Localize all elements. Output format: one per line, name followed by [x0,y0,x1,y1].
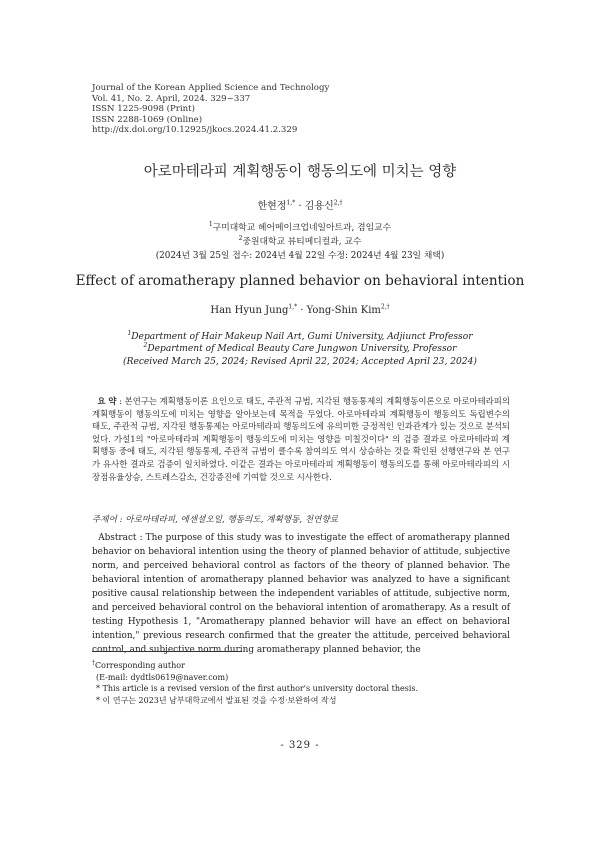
keywords: 주제어 : 아로마테라피, 에센셜오일, 행동의도, 계획행동, 천연향료 [92,515,339,525]
aff1-ko-text: 구미대학교 헤어메이크업네일아트과, 겸임교수 [212,223,392,233]
page-number: - 329 - [280,740,320,751]
author-1-ko: 한현정 [257,201,287,212]
english-affiliations [0,331,600,368]
aff2-ko-text: 중원대학교 뷰티메디컬과, 교수 [242,236,362,247]
aff2-en-sup: 2 [143,342,148,350]
korean-abstract [92,395,510,483]
corr-label: Corresponding author [95,661,185,670]
english-title: Effect of aromatherapy planned behavior on behavioral intention [75,273,525,289]
issn-print: ISSN 1225-9098 (Print) [92,104,195,115]
issn-online: ISSN 2288-1069 (Online) [92,114,203,125]
footnotes [92,660,510,706]
affiliation-1-ko [0,222,600,236]
affiliation-1-en [0,331,600,343]
corresponding-email: (E-mail: dydtls0619@naver.com) [96,672,229,682]
doi-link[interactable]: http://dx.doi.org/10.12925/jkocs.2024.41.2.329 [92,125,298,136]
footnote-thesis-ko: * 이 연구는 2023년 남부대학교에서 발표된 것을 수정·보완하여 작성 [96,695,337,705]
korean-affiliations [0,222,600,263]
korean-abstract-label: 요 약 [97,396,117,406]
corresponding-author [92,660,510,672]
author-2-en-sup: 2,† [380,303,390,311]
dates-ko: (2024년 3월 25일 접수: 2024년 4월 22일 수정: 2024년 4월 23일 채택) [155,250,445,261]
author-1-en: Han Hyun Jung [210,305,289,316]
journal-name: Journal of the Korean Applied Science and Technology [92,83,330,93]
english-abstract-label: Abstract [98,533,137,543]
author-1-ko-sup: 1,* [286,199,296,207]
korean-authors [0,197,600,212]
korean-title: 아로마테라피 계획행동이 행동의도에 미치는 영향 [143,164,457,180]
footnote-thesis-en: * This article is a revised version of the first author's university doctoral thesis. [96,684,419,693]
korean-abstract-text: : 본연구는 계획행동이론 요인으로 태도, 주관적 규범, 지각된 행동통제의 계획행동이론으로 아로마테라피의 계획행동이 행동의도에 미치는 영향을 알아보는데 목적을 두었다. 아로마테라피 계획행동이 행동의도 독립변수의 태도, 주관적 규범, 지각된 행동통제는 아로마테라피 행동의도에 유의미한 긍정적인 인과관계가 있는 것으로 분석되었다. 가설1의 "아로마테라피 계획행동이 행동의도에 미치는 영향을 미칠것이다" 의 검증 결과로 아로마테라피 계획행동 중에 태도, 지각된 행동통제, 주관적 규범이 클수록 참여의도 역시 상승하는 것을 확인된 선행연구와 본 연구가 유사한 결과로 검증이 일치하였다. 이같은 결과는 아로마테라피 계획행동이 행동의도를 통해 아로마테라피의 시장점유율상승, 스트레스감소, 건강증진에 기여할 것으로 시사한다. [92,396,510,482]
affiliation-2-en [0,343,600,355]
aff1-en-sup: 1 [127,329,132,337]
author-separator-en: · [297,305,307,316]
aff2-en-text: Department of Medical Beauty Care Jungwon University, Professor [147,344,457,355]
english-abstract-text: : The purpose of this study was to investigate the effect of aromatherapy planned behavior on behavioral intention using the theory of planned behavior of attitude, subjective norm, and perceived behavioral control as factors of the theory of planned behavior. The behavioral intention of aromatherapy planned behavior was analyzed to have a significant positive causal relationship between the independent variables of attitude, subjective norm, and perceived behavioral control on the behavioral intention of aromatherapy. As a result of testing Hypothesis 1, "Aromatherapy planned behavior will have an effect on behavioral intention," previous research confirmed that the greater the attitude, perceived behavioral control, and subjective norm during aromatherapy planned behavior, the [92,533,510,655]
english-abstract [92,531,510,657]
author-2-ko: 김용신 [304,201,334,212]
author-2-en: Yong-Shin Kim [306,305,381,316]
aff1-en-text: Department of Hair Makeup Nail Art, Gumi University, Adjiunct Professor [131,332,473,342]
aff1-ko-sup: 1 [208,221,213,229]
author-2-ko-sup: 2,† [333,199,343,207]
dates-en: (Received March 25, 2024; Revised April 22, 2024; Accepted April 23, 2024) [123,356,477,367]
english-authors [0,305,600,316]
journal-volume: Vol. 41, No. 2. April, 2024. 329~337 [92,93,251,104]
author-1-en-sup: 1,* [288,303,298,311]
aff2-ko-sup: 2 [238,234,243,242]
footnote-divider [92,651,242,652]
affiliation-2-ko [0,236,600,250]
corr-mark: † [92,659,95,667]
journal-header [92,83,329,136]
author-separator: · [295,201,305,212]
